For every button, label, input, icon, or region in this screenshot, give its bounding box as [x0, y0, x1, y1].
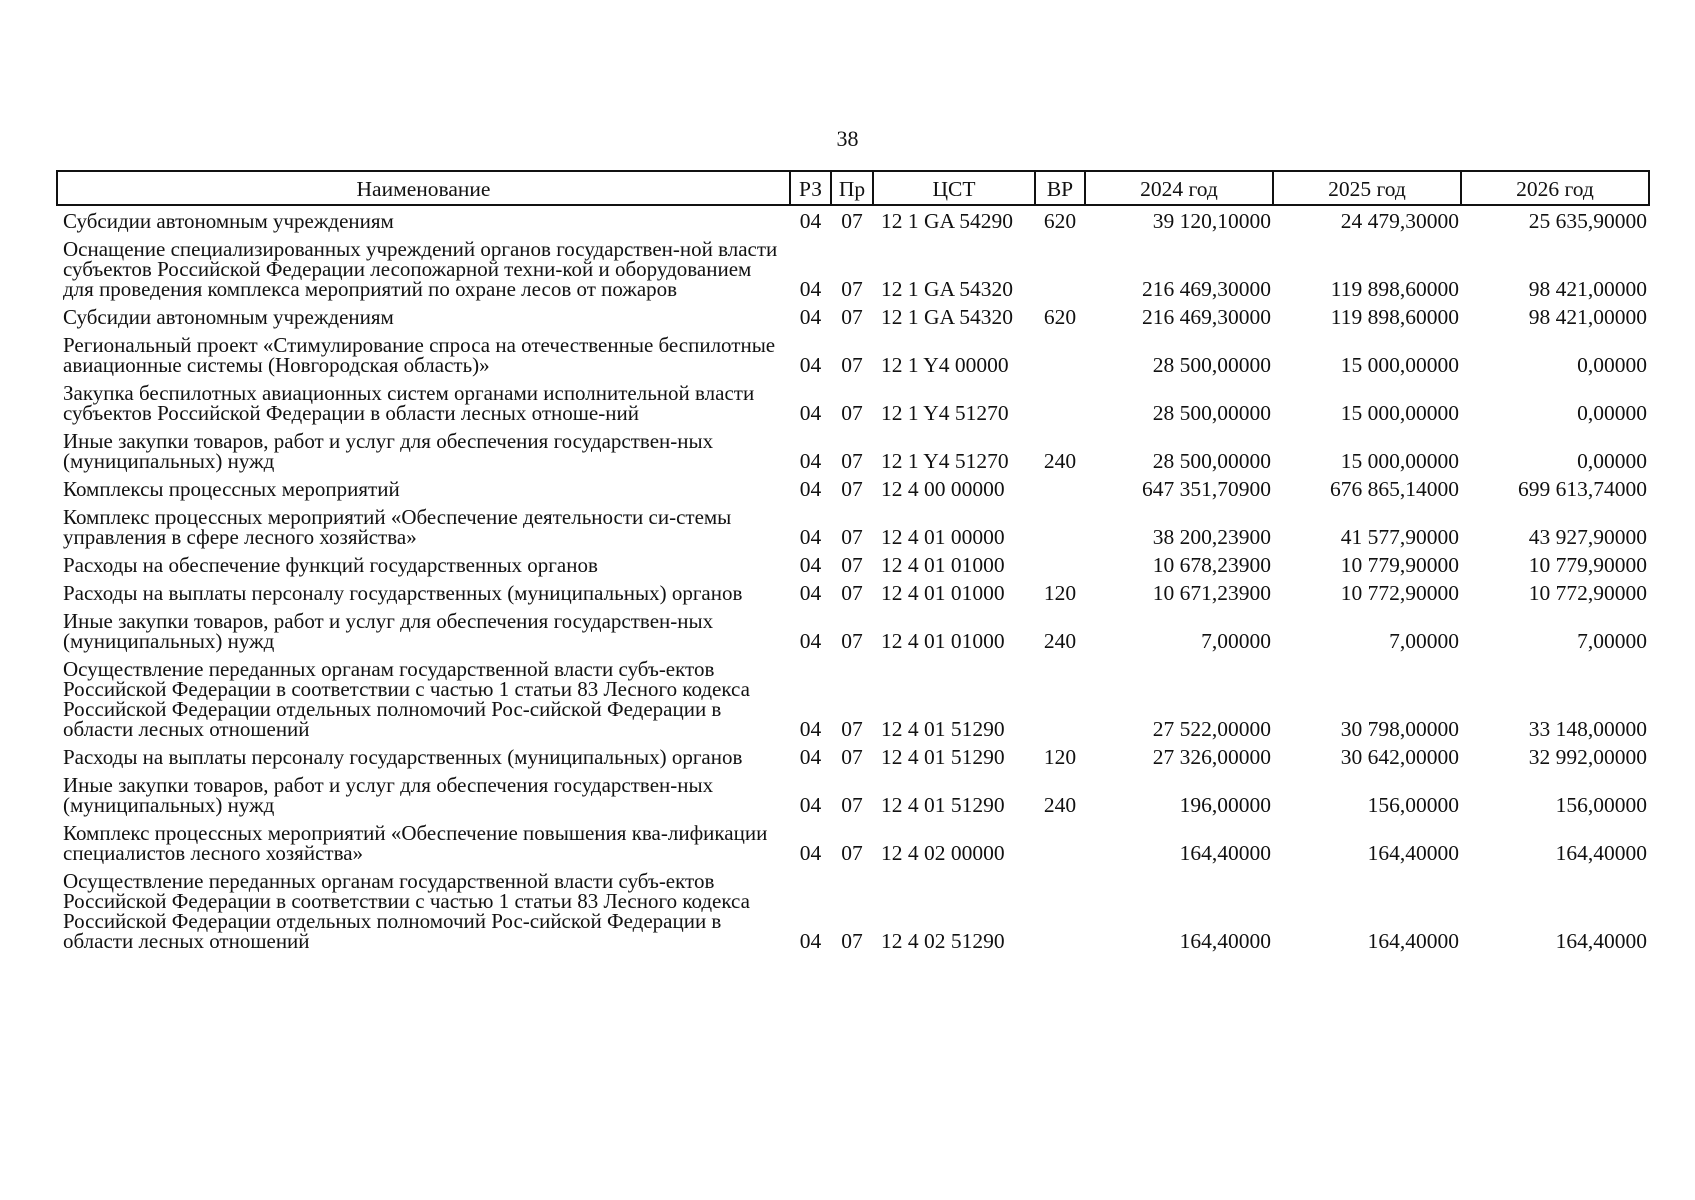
row-pr: 07: [841, 353, 863, 377]
row-value-2025: 119 898,60000: [1330, 305, 1459, 329]
row-rz: 04: [799, 477, 822, 501]
row-value-2025: 119 898,60000: [1330, 277, 1459, 301]
row-value-2026: 98 421,00000: [1528, 277, 1647, 301]
row-name: Субсидии автономным учреждениям: [63, 305, 394, 329]
row-value-2024: 647 351,70900: [1142, 477, 1271, 501]
row-pr: 07: [841, 553, 863, 577]
row-vr: [1035, 474, 1085, 502]
row-name: Расходы на выплаты персоналу государственных (муниципальных) органов: [63, 581, 743, 605]
row-rz: 04: [799, 353, 822, 377]
row-cst: 12 4 01 51290: [881, 745, 1005, 769]
row-value-2026: 10 772,90000: [1528, 581, 1647, 605]
row-cst: 12 4 02 00000: [881, 841, 1005, 865]
row-value-2026: 43 927,90000: [1528, 525, 1647, 549]
row-value-2026: 33 148,00000: [1528, 717, 1647, 741]
table-row: [57, 474, 1649, 502]
row-cst: 12 4 02 51290: [881, 929, 1005, 953]
row-value-2025: 7,00000: [1389, 629, 1459, 653]
row-vr: [1035, 234, 1085, 302]
header-name: Наименование: [57, 171, 790, 205]
row-rz: 04: [799, 525, 822, 549]
row-value-2026: 98 421,00000: [1528, 305, 1647, 329]
row-value-2026: 0,00000: [1577, 401, 1647, 425]
table-row: [57, 866, 1649, 954]
row-value-2025: 10 772,90000: [1340, 581, 1459, 605]
row-value-2024: 7,00000: [1201, 629, 1271, 653]
table-row: [57, 654, 1649, 742]
table-row: [57, 205, 1649, 234]
row-vr: [1035, 378, 1085, 426]
row-rz: 04: [799, 841, 822, 865]
row-cst: 12 4 01 01000: [881, 629, 1005, 653]
row-pr: 07: [841, 449, 863, 473]
row-rz: 04: [799, 745, 822, 769]
row-value-2026: 0,00000: [1577, 449, 1647, 473]
row-name: Осуществление переданных органам государственной власти субъ-ектов Российской Федерации в соответствии с частью 1 статьи 83 Лесного кодекса Российской Федерации отдельных полномочий Рос-сийской Федерации в области лесных отношений: [63, 657, 750, 741]
row-name: Расходы на выплаты персоналу государственных (муниципальных) органов: [63, 745, 743, 769]
table-row: [57, 606, 1649, 654]
row-value-2024: 28 500,00000: [1152, 353, 1271, 377]
row-rz: 04: [799, 449, 822, 473]
row-vr: 240: [1043, 629, 1077, 653]
row-pr: 07: [841, 745, 863, 769]
table-row: [57, 578, 1649, 606]
table-row: [57, 502, 1649, 550]
row-vr: [1035, 818, 1085, 866]
header-rz: РЗ: [790, 171, 831, 205]
row-rz: 04: [799, 717, 822, 741]
header-2025: 2025 год: [1273, 171, 1461, 205]
table-row: [57, 426, 1649, 474]
row-value-2025: 10 779,90000: [1340, 553, 1459, 577]
row-pr: 07: [841, 629, 863, 653]
row-name: Иные закупки товаров, работ и услуг для обеспечения государствен-ных (муниципальных) нужд: [63, 429, 714, 473]
row-name: Комплекс процессных мероприятий «Обеспечение деятельности си-стемы управления в сфере лесного хозяйства»: [63, 505, 732, 549]
row-cst: 12 4 01 51290: [881, 793, 1005, 817]
row-vr: 120: [1043, 745, 1077, 769]
row-rz: 04: [799, 305, 822, 329]
row-value-2024: 10 671,23900: [1152, 581, 1271, 605]
row-name: Закупка беспилотных авиационных систем органами исполнительной власти субъектов Российской Федерации в области лесных отноше-ний: [63, 381, 755, 425]
table-body: [57, 205, 1649, 954]
row-vr: [1035, 654, 1085, 742]
table-row: [57, 818, 1649, 866]
row-rz: 04: [799, 277, 822, 301]
row-vr: [1035, 330, 1085, 378]
table-row: [57, 550, 1649, 578]
row-value-2024: 216 469,30000: [1142, 277, 1271, 301]
row-value-2026: 164,40000: [1555, 929, 1647, 953]
row-cst: 12 1 Y4 00000: [881, 353, 1009, 377]
row-vr: 240: [1043, 449, 1077, 473]
row-cst: 12 4 00 00000: [881, 477, 1005, 501]
header-cst: ЦСТ: [873, 171, 1035, 205]
row-value-2025: 30 798,00000: [1340, 717, 1459, 741]
row-value-2024: 28 500,00000: [1152, 449, 1271, 473]
row-cst: 12 4 01 00000: [881, 525, 1005, 549]
row-value-2024: 216 469,30000: [1142, 305, 1271, 329]
row-rz: 04: [799, 929, 822, 953]
row-pr: 07: [841, 477, 863, 501]
row-value-2024: 38 200,23900: [1152, 525, 1271, 549]
row-value-2025: 676 865,14000: [1330, 477, 1459, 501]
row-vr: 120: [1043, 581, 1077, 605]
row-pr: 07: [841, 929, 863, 953]
row-value-2025: 15 000,00000: [1340, 353, 1459, 377]
row-name: Оснащение специализированных учреждений органов государствен-ной власти субъектов Российской Федерации лесопожарной техни-кой и оборудованием для проведения комплекса мероприятий по охране лесов от пожаров: [63, 237, 778, 301]
row-rz: 04: [799, 401, 822, 425]
row-pr: 07: [841, 793, 863, 817]
table-row: [57, 302, 1649, 330]
table-row: [57, 330, 1649, 378]
row-pr: 07: [841, 401, 863, 425]
row-name: Субсидии автономным учреждениям: [63, 209, 394, 233]
budget-table: [56, 170, 1650, 954]
row-name: Осуществление переданных органам государственной власти субъ-ектов Российской Федерации в соответствии с частью 1 статьи 83 Лесного кодекса Российской Федерации отдельных полномочий Рос-сийской Федерации в области лесных отношений: [63, 869, 750, 953]
header-row: [57, 171, 1649, 205]
table-header: [57, 171, 1649, 205]
table-row: [57, 378, 1649, 426]
row-pr: 07: [841, 841, 863, 865]
table-row: [57, 742, 1649, 770]
row-value-2026: 699 613,74000: [1518, 477, 1647, 501]
row-value-2026: 32 992,00000: [1528, 745, 1647, 769]
row-name: Комплекс процессных мероприятий «Обеспечение повышения ква-лификации специалистов лесного хозяйства»: [63, 821, 768, 865]
page-number: 38: [836, 126, 859, 151]
row-value-2025: 15 000,00000: [1340, 449, 1459, 473]
row-rz: 04: [799, 581, 822, 605]
row-value-2025: 156,00000: [1367, 793, 1459, 817]
row-value-2026: 25 635,90000: [1528, 209, 1647, 233]
row-rz: 04: [799, 793, 822, 817]
row-vr: [1035, 866, 1085, 954]
row-cst: 12 1 GA 54290: [881, 209, 1013, 233]
row-vr: [1035, 550, 1085, 578]
row-value-2024: 164,40000: [1179, 841, 1271, 865]
row-cst: 12 4 01 01000: [881, 553, 1005, 577]
row-pr: 07: [841, 209, 863, 233]
row-value-2024: 28 500,00000: [1152, 401, 1271, 425]
row-value-2025: 164,40000: [1367, 841, 1459, 865]
row-value-2025: 24 479,30000: [1340, 209, 1459, 233]
row-cst: 12 1 GA 54320: [881, 305, 1013, 329]
row-vr: [1035, 502, 1085, 550]
row-vr: 620: [1043, 305, 1077, 329]
row-value-2024: 39 120,10000: [1152, 209, 1271, 233]
row-value-2026: 7,00000: [1577, 629, 1647, 653]
row-value-2024: 27 522,00000: [1152, 717, 1271, 741]
row-name: Региональный проект «Стимулирование спроса на отечественные беспилотные авиационные системы (Новгородская область)»: [63, 333, 776, 377]
row-value-2024: 196,00000: [1179, 793, 1271, 817]
row-vr: 240: [1043, 793, 1077, 817]
row-rz: 04: [799, 553, 822, 577]
row-name: Иные закупки товаров, работ и услуг для обеспечения государствен-ных (муниципальных) нужд: [63, 773, 714, 817]
row-value-2025: 41 577,90000: [1340, 525, 1459, 549]
row-rz: 04: [799, 629, 822, 653]
header-pr: Пр: [831, 171, 873, 205]
row-cst: 12 1 Y4 51270: [881, 401, 1009, 425]
row-value-2025: 164,40000: [1367, 929, 1459, 953]
row-rz: 04: [799, 209, 822, 233]
row-value-2025: 15 000,00000: [1340, 401, 1459, 425]
row-cst: 12 1 GA 54320: [881, 277, 1013, 301]
row-name: Расходы на обеспечение функций государственных органов: [63, 553, 598, 577]
row-value-2026: 10 779,90000: [1528, 553, 1647, 577]
header-vr: ВР: [1035, 171, 1085, 205]
row-pr: 07: [841, 305, 863, 329]
header-2024: 2024 год: [1085, 171, 1273, 205]
row-value-2024: 164,40000: [1179, 929, 1271, 953]
row-value-2026: 156,00000: [1555, 793, 1647, 817]
row-value-2026: 164,40000: [1555, 841, 1647, 865]
row-value-2026: 0,00000: [1577, 353, 1647, 377]
row-pr: 07: [841, 581, 863, 605]
row-value-2024: 10 678,23900: [1152, 553, 1271, 577]
row-vr: 620: [1043, 209, 1077, 233]
row-pr: 07: [841, 525, 863, 549]
row-name: Иные закупки товаров, работ и услуг для обеспечения государствен-ных (муниципальных) нужд: [63, 609, 714, 653]
header-2026: 2026 год: [1461, 171, 1649, 205]
row-pr: 07: [841, 277, 863, 301]
row-cst: 12 1 Y4 51270: [881, 449, 1009, 473]
row-pr: 07: [841, 717, 863, 741]
table-row: [57, 234, 1649, 302]
row-value-2025: 30 642,00000: [1340, 745, 1459, 769]
table-row: [57, 770, 1649, 818]
row-cst: 12 4 01 01000: [881, 581, 1005, 605]
row-cst: 12 4 01 51290: [881, 717, 1005, 741]
row-value-2024: 27 326,00000: [1152, 745, 1271, 769]
row-name: Комплексы процессных мероприятий: [63, 477, 400, 501]
